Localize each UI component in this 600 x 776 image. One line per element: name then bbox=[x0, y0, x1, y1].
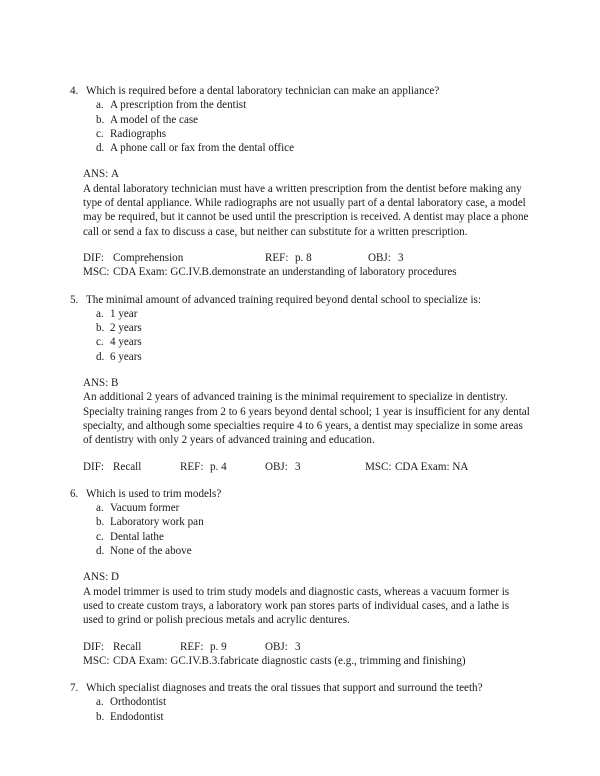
option-item[interactable] bbox=[70, 350, 532, 364]
option-list bbox=[70, 501, 532, 558]
answer-label: ANS: bbox=[83, 168, 109, 181]
option-text: Vacuum former bbox=[110, 502, 180, 515]
reference-label: REF: bbox=[180, 460, 204, 473]
question-stem bbox=[70, 84, 532, 98]
msc-field bbox=[83, 265, 457, 279]
option-letter: c. bbox=[96, 127, 104, 140]
difficulty-label: DIF: bbox=[83, 640, 104, 653]
option-item[interactable] bbox=[70, 98, 532, 112]
question-text: Which is required before a dental laboratory technician can make an appliance? bbox=[86, 85, 440, 97]
reference-field bbox=[180, 460, 227, 474]
option-item[interactable] bbox=[70, 544, 532, 558]
msc-label: MSC: bbox=[83, 266, 110, 279]
reference-value: p. 9 bbox=[210, 640, 227, 653]
option-item[interactable] bbox=[70, 710, 532, 724]
option-letter: a. bbox=[96, 99, 104, 112]
option-text: Radiographs bbox=[110, 127, 167, 140]
option-text: 2 years bbox=[110, 322, 142, 335]
rationale-text: An additional 2 years of advanced training is the minimal requirement to specialize in dentistry. Specialty training ranges from 2 to 6 years beyond dental school; 1 year is insufficient for any dental specialty, and although some specialties require 4 to 6 years, a dentist may specialize in some areas of dentistry with only 2 years of advanced training and education. bbox=[83, 391, 530, 447]
metadata-row bbox=[83, 265, 532, 279]
reference-label: REF: bbox=[265, 251, 289, 264]
answer-line bbox=[70, 570, 532, 584]
option-list bbox=[70, 98, 532, 155]
option-text: 4 years bbox=[110, 336, 142, 349]
difficulty-label: DIF: bbox=[83, 251, 104, 264]
question-stem bbox=[70, 293, 532, 307]
option-letter: c. bbox=[96, 336, 104, 349]
document-content bbox=[70, 84, 532, 737]
answer-value: A bbox=[111, 168, 120, 181]
option-letter: c. bbox=[96, 530, 104, 543]
question-number: 6. bbox=[70, 487, 79, 500]
metadata-row bbox=[83, 460, 532, 474]
option-text: A phone call or fax from the dental office bbox=[110, 142, 295, 155]
option-letter: b. bbox=[96, 322, 105, 335]
question-stem bbox=[70, 487, 532, 501]
option-text: Dental lathe bbox=[110, 530, 164, 543]
objective-value: 3 bbox=[398, 251, 404, 264]
option-letter: a. bbox=[96, 696, 104, 709]
option-text: None of the above bbox=[110, 545, 192, 558]
option-letter: b. bbox=[96, 516, 105, 529]
option-text: Laboratory work pan bbox=[110, 516, 204, 529]
option-text: 1 year bbox=[110, 307, 138, 320]
reference-value: p. 4 bbox=[210, 460, 227, 473]
msc-value: CDA Exam: GC.IV.B.demonstrate an understanding of laboratory procedures bbox=[113, 266, 457, 279]
option-letter: d. bbox=[96, 142, 105, 155]
difficulty-field bbox=[83, 251, 183, 265]
option-letter: b. bbox=[96, 113, 105, 126]
option-item[interactable] bbox=[70, 530, 532, 544]
reference-field bbox=[180, 640, 227, 654]
msc-field bbox=[83, 654, 466, 668]
answer-label: ANS: bbox=[83, 377, 109, 390]
objective-field bbox=[368, 251, 404, 265]
msc-value: CDA Exam: NA bbox=[395, 460, 469, 473]
option-list bbox=[70, 695, 532, 724]
objective-label: OBJ: bbox=[265, 460, 288, 473]
metadata-row bbox=[83, 251, 532, 265]
objective-label: OBJ: bbox=[368, 251, 391, 264]
question-number: 4. bbox=[70, 85, 79, 97]
difficulty-label: DIF: bbox=[83, 460, 104, 473]
question-block bbox=[70, 487, 532, 668]
option-text: A model of the case bbox=[110, 113, 199, 126]
question-block bbox=[70, 681, 532, 724]
reference-field bbox=[265, 251, 312, 265]
question-text: Which specialist diagnoses and treats the oral tissues that support and surround the teeth? bbox=[86, 682, 483, 695]
rationale-text: A model trimmer is used to trim study models and diagnostic casts, whereas a vacuum former is used to create custom trays, a laboratory work pan stores parts of individual cases, and a lathe is used to grind or polish precious metals and acrylic dentures. bbox=[83, 585, 510, 627]
difficulty-value: Recall bbox=[113, 460, 142, 473]
metadata-block bbox=[70, 251, 532, 280]
msc-field bbox=[365, 460, 468, 474]
answer-value: D bbox=[111, 571, 120, 584]
question-number: 5. bbox=[70, 293, 79, 306]
answer-value: B bbox=[111, 377, 119, 390]
question-number: 7. bbox=[70, 682, 79, 695]
option-text: A prescription from the dentist bbox=[110, 99, 247, 112]
option-text: 6 years bbox=[110, 350, 142, 363]
answer-line bbox=[70, 167, 532, 181]
option-item[interactable] bbox=[70, 141, 532, 155]
question-block bbox=[70, 84, 532, 280]
option-item[interactable] bbox=[70, 127, 532, 141]
option-letter: a. bbox=[96, 502, 104, 515]
option-text: Orthodontist bbox=[110, 696, 167, 709]
objective-field bbox=[265, 460, 301, 474]
metadata-block bbox=[70, 460, 532, 474]
option-item[interactable] bbox=[70, 113, 532, 127]
metadata-row bbox=[83, 640, 532, 654]
option-letter: d. bbox=[96, 545, 105, 558]
option-letter: a. bbox=[96, 307, 104, 320]
difficulty-value: Comprehension bbox=[113, 251, 184, 264]
answer-label: ANS: bbox=[83, 571, 109, 584]
metadata-block bbox=[70, 640, 532, 669]
rationale-text: A dental laboratory technician must have a written prescription from the dentist before making any type of dental appliance. While radiographs are not usually part of a dental laboratory case, a model may be required, but it cannot be used until the prescription is received. A dentist may place a phone call or send a fax to discuss a case, but neither can substitute for a written prescription. bbox=[83, 182, 529, 238]
option-letter: b. bbox=[96, 710, 105, 723]
objective-value: 3 bbox=[295, 460, 301, 473]
difficulty-field bbox=[83, 460, 141, 474]
option-item[interactable] bbox=[70, 307, 532, 321]
difficulty-field bbox=[83, 640, 141, 654]
msc-value: CDA Exam: GC.IV.B.3.fabricate diagnostic casts (e.g., trimming and finishing) bbox=[113, 654, 466, 667]
answer-line bbox=[70, 376, 532, 390]
reference-value: p. 8 bbox=[295, 251, 312, 264]
msc-label: MSC: bbox=[83, 654, 110, 667]
reference-label: REF: bbox=[180, 640, 204, 653]
question-text: The minimal amount of advanced training required beyond dental school to specialize is: bbox=[86, 293, 481, 306]
msc-label: MSC: bbox=[365, 460, 392, 473]
option-item[interactable] bbox=[70, 515, 532, 529]
option-letter: d. bbox=[96, 350, 105, 363]
option-item[interactable] bbox=[70, 321, 532, 335]
objective-field bbox=[265, 640, 301, 654]
difficulty-value: Recall bbox=[113, 640, 142, 653]
option-item[interactable] bbox=[70, 335, 532, 349]
option-item[interactable] bbox=[70, 501, 532, 515]
option-item[interactable] bbox=[70, 695, 532, 709]
objective-label: OBJ: bbox=[265, 640, 288, 653]
option-list bbox=[70, 307, 532, 364]
question-stem bbox=[70, 681, 532, 695]
objective-value: 3 bbox=[295, 640, 301, 653]
question-block bbox=[70, 293, 532, 474]
option-text: Endodontist bbox=[110, 710, 164, 723]
question-text: Which is used to trim models? bbox=[86, 487, 222, 500]
metadata-row bbox=[83, 654, 532, 668]
